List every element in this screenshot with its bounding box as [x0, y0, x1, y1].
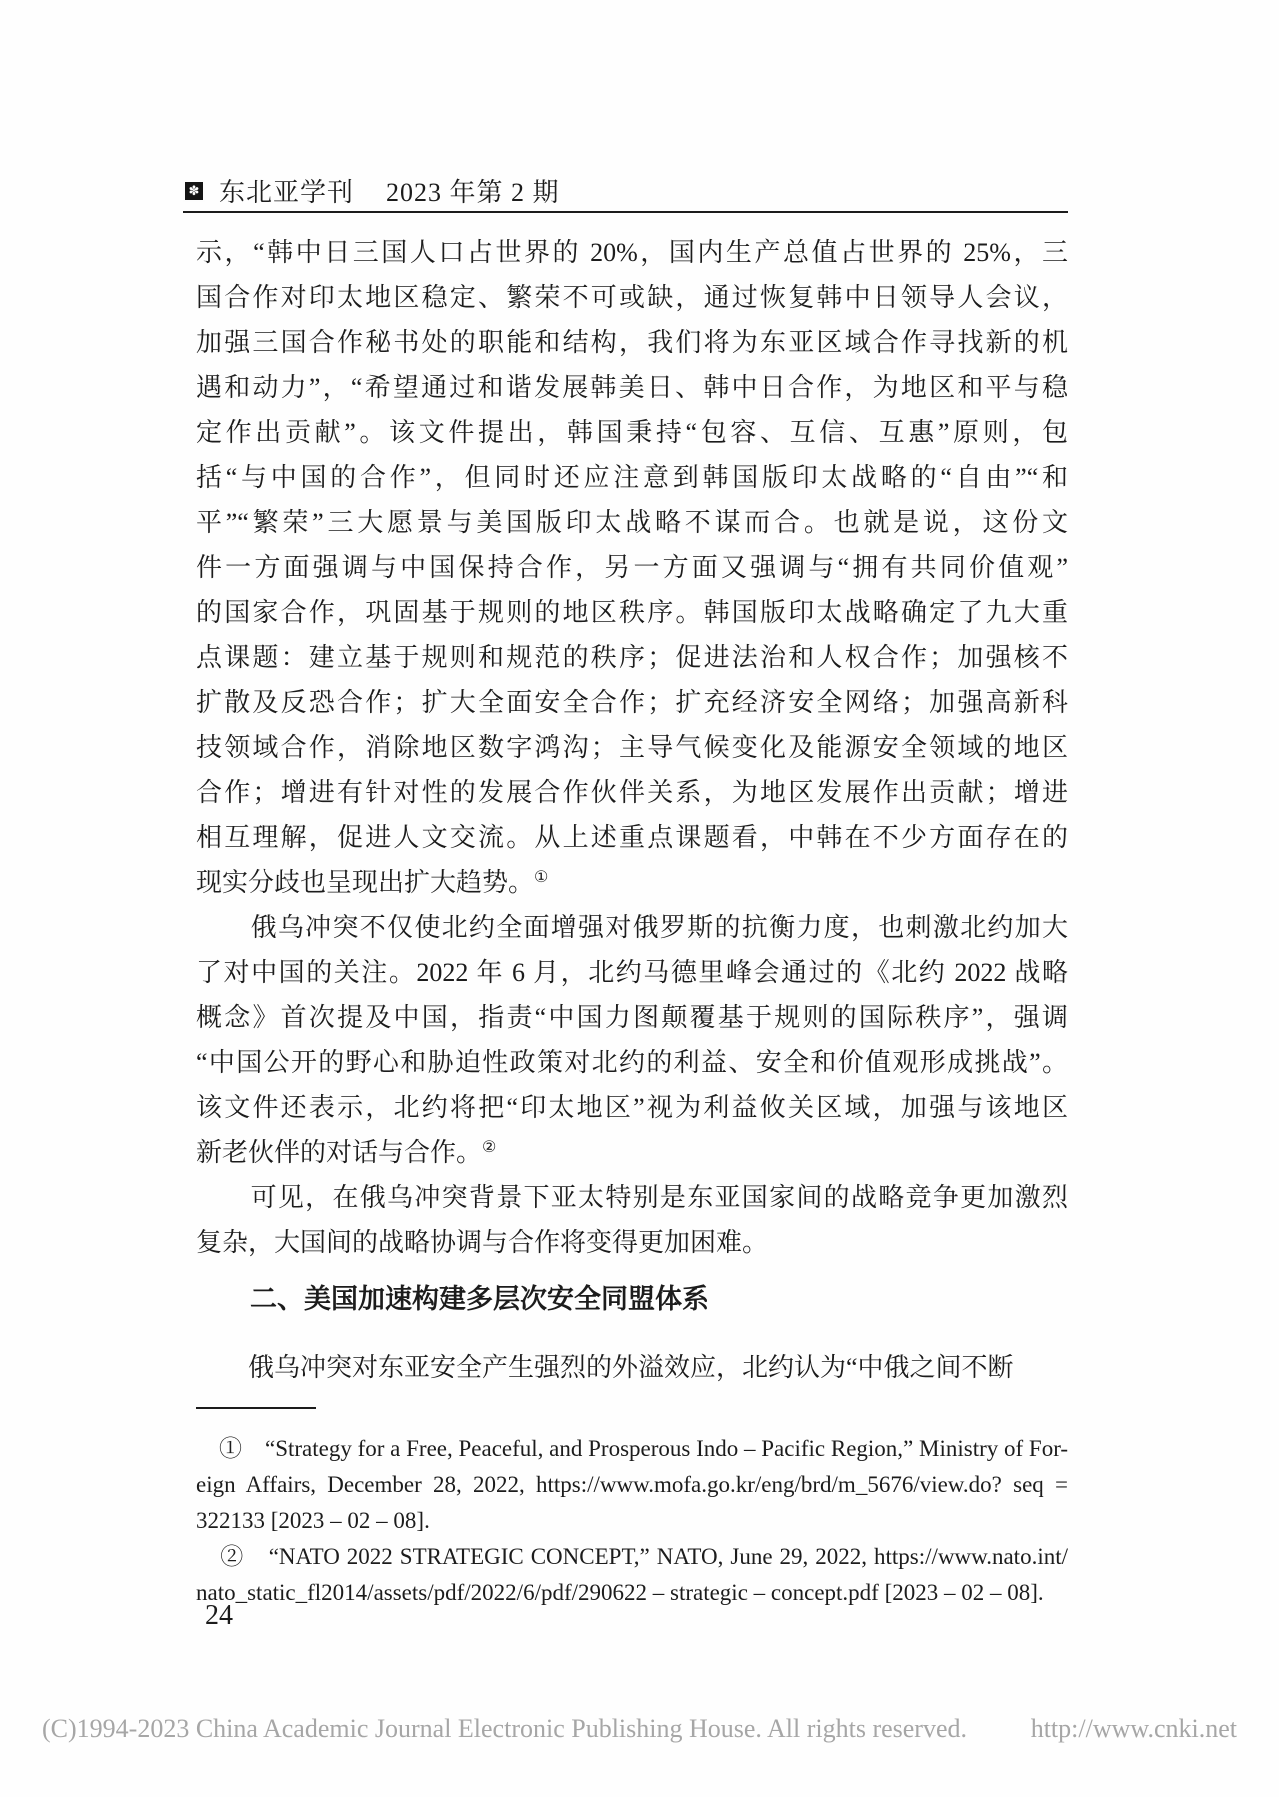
journal-title: 东北亚学刊	[219, 178, 355, 207]
text-line: 扩散及反恐合作；扩大全面安全合作；扩充经济安全网络；加强高新科	[196, 688, 1068, 717]
paragraph-2	[196, 905, 1068, 1175]
text-line: 点课题：建立基于规则和规范的秩序；促进法治和人权合作；加强核不	[196, 643, 1068, 672]
text-line: 件一方面强调与中国保持合作，另一方面又强调与“拥有共同价值观”	[196, 553, 1068, 582]
text-line: ② “NATO 2022 STRATEGIC CONCEPT,” NATO, June 29, 2022, https://www.nato.int/	[196, 1544, 1068, 1569]
text-line: 加强三国合作秘书处的职能和结构，我们将为东亚区域合作寻找新的机	[196, 328, 1068, 357]
text-line: 国合作对印太地区稳定、繁荣不可或缺，通过恢复韩中日领导人会议，	[196, 283, 1068, 312]
text-line: 概念》首次提及中国，指责“中国力图颠覆基于规则的国际秩序”，强调	[196, 1003, 1068, 1032]
text-line: 合作；增进有针对性的发展合作伙伴关系，为地区发展作出贡献；增进	[196, 778, 1068, 807]
text-line: ① “Strategy for a Free, Peaceful, and Prosperous Indo – Pacific Region,” Ministry of For-	[196, 1436, 1069, 1461]
text-line: 俄乌冲突对东亚安全产生强烈的外溢效应，北约认为“中俄之间不断	[196, 1353, 1014, 1382]
text-line: 遇和动力”，“希望通过和谐发展韩美日、韩中日合作，为地区和平与稳	[196, 373, 1068, 402]
text-line: 示，“韩中日三国人口占世界的 20%，国内生产总值占世界的 25%，三	[196, 238, 1068, 267]
text-line: 平”“繁荣”三大愿景与美国版印太战略不谋而合。也就是说，这份文	[196, 508, 1068, 537]
text-line: 复杂，大国间的战略协调与合作将变得更加困难。	[196, 1228, 769, 1257]
footnotes	[196, 1431, 1068, 1611]
header-divider	[183, 211, 1068, 213]
paragraph-3	[196, 1175, 1068, 1265]
journal-issue: 2023 年第 2 期	[386, 178, 560, 207]
text-line: 括“与中国的合作”，但同时还应注意到韩国版印太战略的“自由”“和	[196, 463, 1068, 492]
text-line: 相互理解，促进人文交流。从上述重点课题看，中韩在不少方面存在的	[196, 823, 1068, 852]
paragraph-1	[196, 230, 1068, 905]
paragraph-4	[196, 1345, 1068, 1390]
text-line: 定作出贡献”。该文件提出，韩国秉持“包容、互信、互惠”原则，包	[196, 418, 1068, 447]
copyright-notice: (C)1994-2023 China Academic Journal Electronic Publishing House. All rights reserved.	[42, 1714, 967, 1743]
text-line: 俄乌冲突不仅使北约全面增强对俄罗斯的抗衡力度，也刺激北约加大	[196, 913, 1068, 942]
text-line: nato_static_fl2014/assets/pdf/2022/6/pdf/290622 – strategic – concept.pdf [2023 – 02 – 08].	[196, 1580, 1044, 1605]
text-line: 该文件还表示，北约将把“印太地区”视为利益攸关区域，加强与该地区	[196, 1093, 1068, 1122]
text-line: 322133 [2023 – 02 – 08].	[196, 1508, 430, 1533]
footnote-2	[196, 1539, 1068, 1611]
text-line: 了对中国的关注。2022 年 6 月，北约马德里峰会通过的《北约 2022 战略	[196, 958, 1068, 987]
text-line: eign Affairs, December 28, 2022, https://www.mofa.go.kr/eng/brd/m_5676/view.do? seq =	[196, 1472, 1068, 1497]
footnote-1	[196, 1431, 1068, 1539]
page-header	[183, 172, 560, 209]
text-line: “中国公开的野心和胁迫性政策对北约的利益、安全和价值观形成挑战”。	[196, 1048, 1068, 1077]
section-heading	[196, 1277, 1068, 1322]
section-heading-text: 二、美国加速构建多层次安全同盟体系	[250, 1284, 709, 1314]
page-number: 24	[205, 1600, 233, 1631]
scan-footer	[0, 1714, 1279, 1744]
footnote-divider	[196, 1407, 316, 1409]
text-line: 可见，在俄乌冲突背景下亚太特别是东亚国家间的战略竞争更加激烈	[196, 1183, 1068, 1212]
text-line: 的国家合作，巩固基于规则的地区秩序。韩国版印太战略确定了九大重	[196, 598, 1068, 627]
article-body	[196, 230, 1068, 1611]
journal-logo-icon: ✽	[183, 180, 205, 202]
text-line: 新老伙伴的对话与合作。②	[196, 1138, 497, 1167]
text-line: 现实分歧也呈现出扩大趋势。①	[196, 868, 549, 897]
text-line: 技领域合作，消除地区数字鸿沟；主导气候变化及能源安全领域的地区	[196, 733, 1068, 762]
cnki-url: http://www.cnki.net	[1030, 1714, 1237, 1743]
